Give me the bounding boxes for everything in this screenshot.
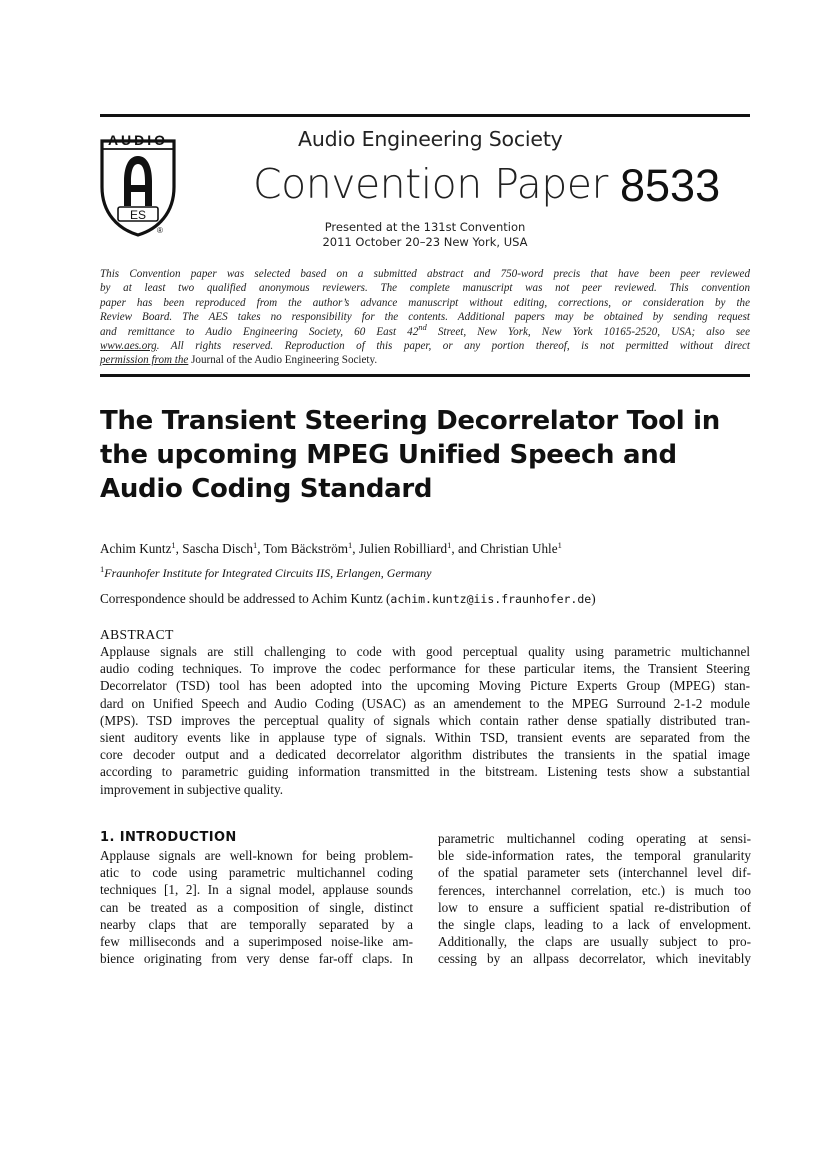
top-rule [100,114,750,117]
title-line: Audio Coding Standard [100,474,433,504]
text-line: sient auditory events like in applause type of signals. Within TSD, transient events are separated from the [100,730,750,746]
affiliation: $^1$Fraunhofer Institute for Integrated Circuits IIS, Erlangen, Germany [100,564,432,580]
section-heading: 1. INTRODUCTION [100,830,237,845]
notice-line: permission from the Journal of the Audio Engineering Society. [100,354,378,367]
abstract-heading: ABSTRACT [100,627,174,642]
aes-website-link[interactable]: www.aes.org [100,340,157,353]
paper-title [100,404,760,506]
left-column-text [100,847,413,967]
text-line: ble side-information rates, the temporal granularity [438,848,751,864]
text-line: Applause signals are still challenging to code with good perceptual quality using parametric multichannel [100,644,750,659]
text-line: according to parametric guiding information transmitted in the bitstream. Listening tests show a substantial [100,764,750,780]
right-column-text [438,830,751,968]
text-line: techniques [1, 2]. In a signal model, applause sounds [100,882,413,898]
logo-top-text: AUDIO [107,132,169,148]
author-list: Achim Kuntz$^1$, Sascha Disch$^1$, Tom Bäckström$^1$, Julien Robilliard$^1$, and Christian Uhle$^1$ [100,540,562,556]
review-notice [100,267,750,368]
aes-logo [98,129,178,237]
presented-info [300,220,550,250]
notice-line: paper has been reproduced from the author’s advance manuscript without editing, corrections, or consideration by the [100,296,750,309]
title-line: the upcoming MPEG Unified Speech and [100,440,677,470]
logo-bottom-text: ES [129,208,147,222]
title-line: The Transient Steering Decorrelator Tool in [100,406,720,436]
text-line: ferences, interchannel correlation, etc.) is much too [438,882,751,898]
text-line: nearby claps that are temporally separated by a [100,916,413,932]
correspondence: Correspondence should be addressed to Achim Kuntz (achim.kuntz@iis.fraunhofer.de) [100,591,596,606]
text-line: audio coding techniques. To improve the codec performance for these particular items, the Transient Steering [100,661,750,677]
notice-line: This Convention paper was selected based on a submitted abstract and 750-word precis that have been peer reviewed [100,268,750,280]
text-line: core decoder output and a dedicated decorrelator algorithm distributes the transients in the spatial image [100,747,750,763]
notice-line: www.aes.org. All rights reserved. Reproduction of this paper, or any portion thereof, is not permitted without direct [100,340,750,353]
section-rule [100,374,750,377]
text-line: cessing by an allpass decorrelator, which inevitably [438,951,751,967]
logo-registered-mark: ® [157,226,163,235]
document-type: Convention Paper [253,160,608,208]
presented-line: Presented at the 131st Convention [324,220,526,234]
text-line: of the spatial parameter sets (interchannel level dif- [438,865,751,881]
text-line: atic to code using parametric multichannel coding [100,865,413,881]
text-line: dard on Unified Speech and Audio Coding (USAC) as an amendement to the MPEG Surround 2-1-2 module [100,695,750,711]
text-line: bience originating from very dense far-off claps. In [100,951,413,967]
text-line: few milliseconds and a superimposed noise-like am- [100,934,413,950]
text-line: low to ensure a sufficient spatial re-distribution of [438,899,751,915]
text-line: Decorrelator (TSD) tool has been adopted into the upcoming Moving Picture Experts Group (MPEG) stan- [100,678,750,694]
text-line: improvement in subjective quality. [100,781,283,797]
paper-number: 8533 [620,160,721,211]
text-line: parametric multichannel coding operating at sensi- [438,831,751,846]
text-line: (MPS). TSD improves the perceptual quality of signals which contain rather dense spatially distributed tran- [100,712,750,728]
notice-line: by at least two qualified anonymous reviewers. The complete manuscript was not peer reviewed. This convention [100,282,750,295]
email-link[interactable]: achim.kuntz@iis.fraunhofer.de [390,592,592,606]
notice-line: and remittance to Audio Engineering Society, 60 East 42nd Street, New York, New York 10165-2520, USA; also see [100,321,750,338]
abstract-body [100,643,750,798]
date-location-line: 2011 October 20–23 New York, USA [322,235,528,249]
text-line: Applause signals are well-known for being problem- [100,848,413,863]
text-line: Additionally, the claps are usually subject to pro- [438,934,751,950]
society-name: Audio Engineering Society [298,127,563,151]
text-line: can be treated as a composition of single, distinct [100,899,413,915]
notice-line: Review Board. The AES takes no responsibility for the contents. Additional papers may be obtained by sending request [100,311,750,324]
text-line: the single claps, leading to a lack of envelopment. [438,917,751,933]
